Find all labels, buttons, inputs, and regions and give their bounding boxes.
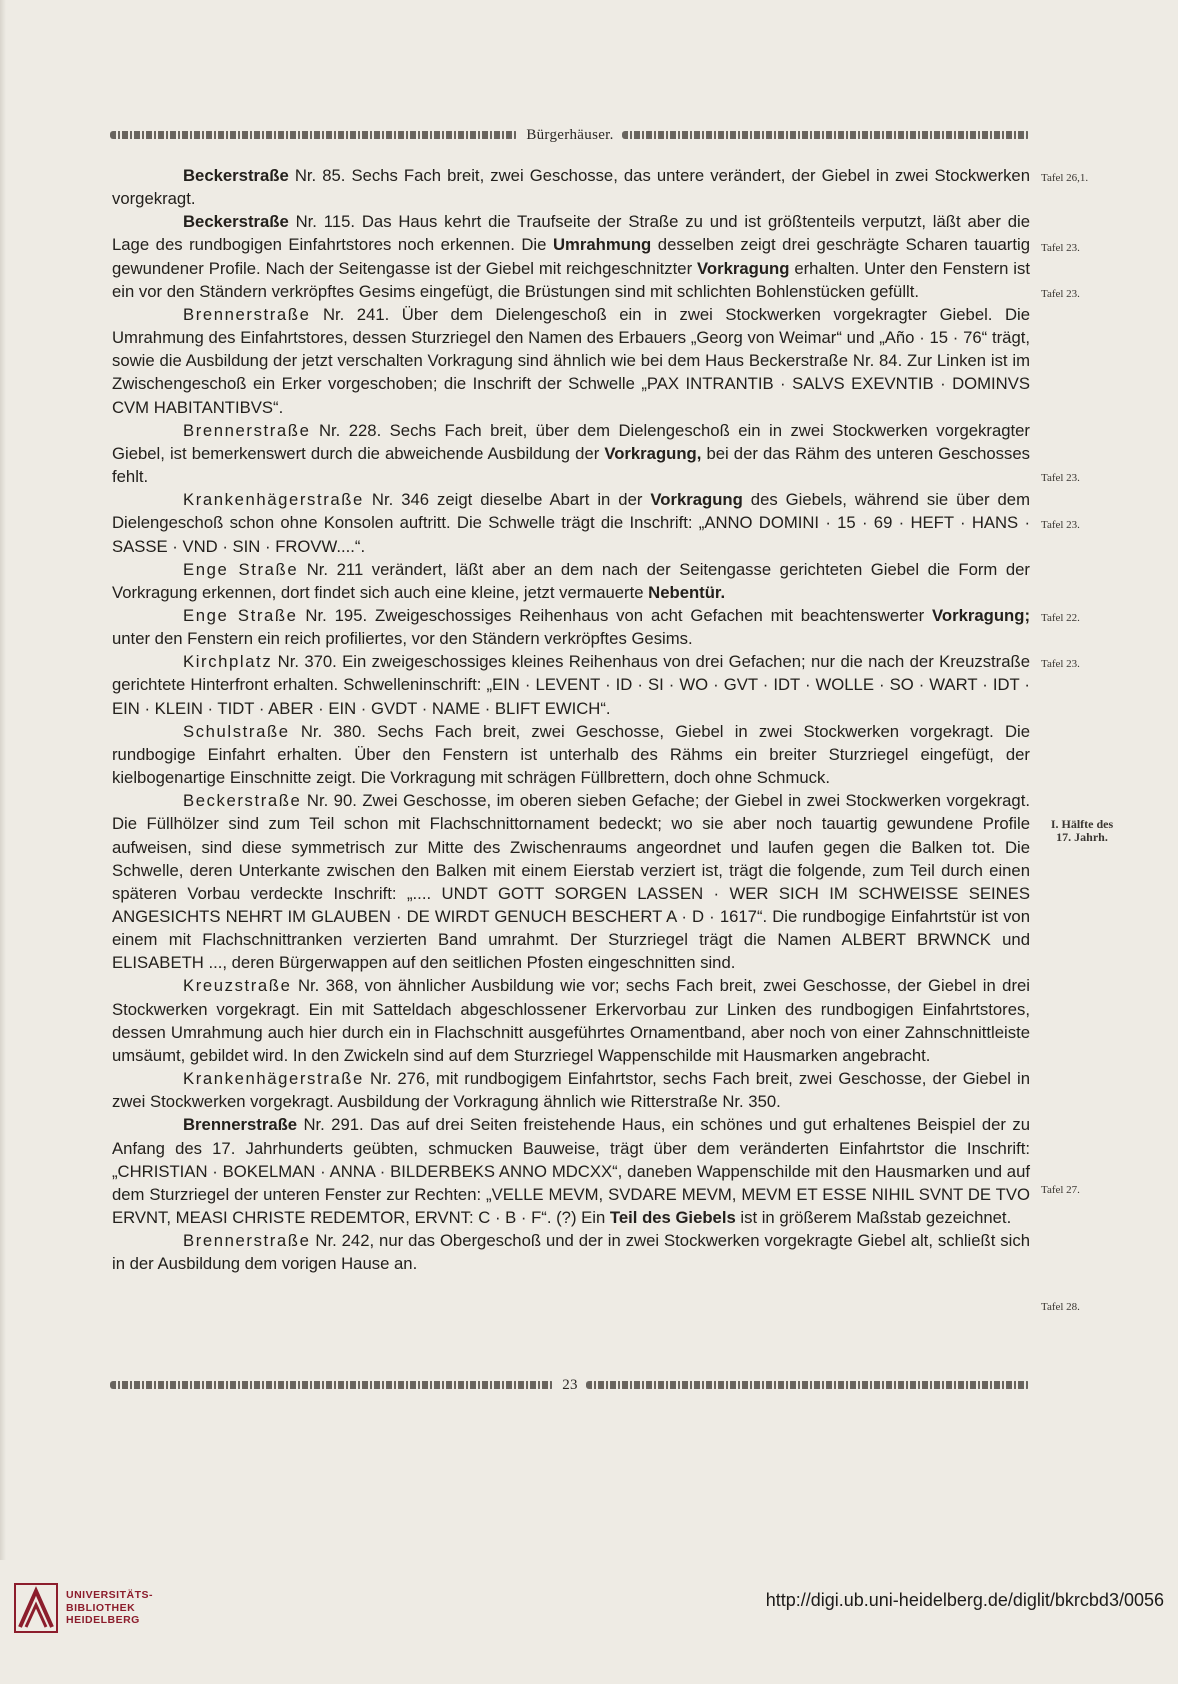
page-header	[110, 126, 1030, 144]
paragraph-text: Nr. 115. Das Haus kehrt die Traufseite der Straße zu und ist größtenteils verputzt, läßt aber die Lage des rundbogigen Einfahrtstores noch erkennen. Die	[112, 212, 1030, 255]
street-name: Enge Straße	[183, 605, 298, 625]
paragraph	[112, 789, 1030, 974]
paragraph-text: unter den Fenstern ein reich profiliertes, vor den Ständern verkröpftes Gesims.	[112, 629, 693, 649]
page-number: 23	[562, 1376, 578, 1393]
paragraph-text: Nr. 368, von ähnlicher Ausbildung wie vor; sechs Fach breit, zwei Geschosse, der Giebel in drei Stockwerken vorgekragt. Ein mit Satteldach abgeschlossener Erkervorbau zur Linken des rundbogigen Einfahrtstores, dessen Umrahmung auch hier durch ein in Flachschnitt ausgeführtes Ornamentband, aber noch von einer Zahnschnittleiste umsäumt, gebildet wird. In den Zwickeln sind auf dem Sturzriegel Wappenschilde mit Hausmarken angebracht.	[112, 976, 1030, 1065]
paragraph	[112, 488, 1030, 557]
header-ornament-left	[110, 131, 518, 139]
street-name: Brennerstraße	[183, 1115, 298, 1135]
emphasis: Vorkragung	[697, 258, 790, 278]
paragraph-text: ist in größerem Maßstab gezeichnet.	[735, 1208, 1012, 1228]
emphasis: Vorkragung;	[932, 605, 1030, 625]
paragraph	[112, 1113, 1030, 1229]
paragraph-text: Nr. 195. Zweigeschossiges Reihenhaus von acht Gefachen mit beachtenswerter	[297, 605, 933, 625]
paragraph-text: Nr. 370. Ein zweigeschossiges kleines Reihenhaus von drei Gefachen; nur die nach der Kreuzstraße gerichtete Hinterfront erhalten. Schwelleninschrift: „EIN · LEVENT · ID · SI · WO · GVT · IDT · WOLLE · SO · WART · IDT · EIN · KLEIN · TIDT · ABER · EIN · GVDT · NAME · BLIFT EWICH“.	[112, 652, 1030, 718]
street-name: Kreuzstraße	[183, 976, 292, 996]
margin-note: Tafel 26,1.	[1041, 172, 1089, 184]
paragraph	[112, 650, 1030, 719]
street-name: Beckerstraße	[183, 791, 302, 811]
header-ornament-right	[622, 131, 1030, 139]
street-name: Krankenhägerstraße	[183, 1069, 364, 1089]
street-name: Schulstraße	[183, 721, 290, 741]
paragraph-text: des Giebels, während sie über dem Dielengeschoß schon ohne Konsolen auftritt. Die Schwelle trägt die Inschrift: „ANNO DOMINI · 15 · 69 · HEFT · HANS · SASSE · VND · SIN · FROVW....“.	[112, 490, 1030, 556]
street-name: Beckerstraße	[183, 212, 289, 232]
page-footer	[110, 1376, 1030, 1394]
footer-ornament-left	[110, 1381, 554, 1389]
library-name-line: BIBLIOTHEK	[66, 1601, 136, 1614]
library-name-line: UNIVERSITÄTS-	[66, 1589, 154, 1602]
paragraph-text: Nr. 241. Über dem Dielengeschoß ein in zwei Stockwerken vorgekragter Giebel. Die Umrahmung des Einfahrtstores, dessen Sturzriegel den Namen des Erbauers „Georg von Weimar“ und „Año · 15 · 76“ trägt, sowie die Ausbildung der jetzt verschalten Vorkragung sind ähnlich wie bei dem Haus Beckerstraße Nr. 84. Zur Linken ist im Zwischengeschoß ein Erker vorgeschoben; die Inschrift der Schwelle „PAX INTRANTIB · SALVS EXEVNTIB · DOMINVS CVM HABITANTIBVS“.	[112, 304, 1030, 417]
street-name: Beckerstraße	[183, 166, 289, 185]
emphasis: Vorkragung	[650, 490, 743, 510]
paragraph-text: bei der das Rähm des unteren Geschosses fehlt.	[112, 443, 1030, 487]
margin-note: Tafel 23.	[1041, 658, 1080, 670]
paragraph-text: Nr. 85. Sechs Fach breit, zwei Geschosse, das untere verändert, der Giebel in zwei Stockwerken vorgekragt.	[112, 166, 1030, 209]
paragraph-text: Nr. 346 zeigt dieselbe Abart in der	[363, 490, 651, 510]
paragraph-text: Nr. 90. Zwei Geschosse, im oberen sieben Gefache; der Giebel in zwei Stockwerken vorgekragt. Die Füllhölzer sind zum Teil schon mit Flachschnittornament bedeckt; wo sie aber noch tauartig gewundene Profile aufweisen, sind diese symmetrisch zur Mitte des Zwischenraums angeordnet und laufen gegen die Balken tot. Die Schwelle, deren Unterkante zwischen den Balken mit einem Eierstab verziert ist, trägt die folgende, zum Teil durch einen späteren Vorbau verdeckte Inschrift: „.... UNDT GOTT SORGEN LASSEN · WER SICH IM SCHWEISSE SEINES ANGESICHTS NEHRT IM GLAUBEN · DE WIRDT GENUCH BESCHERT A · D · 1617“. Die rundbogige Einfahrtstür ist von einem mit Flachschnittranken verzierten Band umrahmt. Der Sturzriegel trägt die Namen ALBERT BRWNCK und ELISABETH ..., deren Bürgerwappen auf den seitlichen Pfosten eingeschnitten sind.	[112, 791, 1030, 973]
paragraph-text: Nr. 276, mit rundbogigem Einfahrtstor, sechs Fach breit, zwei Geschosse, der Giebel in zwei Stockwerken vorgekragt. Ausbildung der Vorkragung ähnlich wie Ritterstraße Nr. 350.	[112, 1069, 1030, 1112]
running-title: Bürgerhäuser.	[526, 126, 614, 143]
paragraph-text: Nr. 380. Sechs Fach breit, zwei Geschosse, Giebel in zwei Stockwerken vorgekragt. Die rundbogige Einfahrt erhalten. Über den Fenstern ist unterhalb des Rähms ein breiter Sturzriegel eingefügt, der kielbogenartige Einschnitte zeigt. Die Vorkragung mit schrägen Füllbrettern, doch ohne Schmuck.	[112, 721, 1030, 788]
library-logo[interactable]	[14, 1583, 153, 1633]
library-name-line: HEIDELBERG	[66, 1614, 140, 1627]
emphasis: Nebentür.	[648, 582, 726, 602]
margin-note: Tafel 27.	[1041, 1184, 1080, 1196]
source-url[interactable]: http://digi.ub.uni-heidelberg.de/diglit/bkrcbd3/0056	[765, 1590, 1164, 1610]
street-name: Kirchplatz	[183, 652, 273, 672]
paragraph	[112, 164, 1030, 210]
margin-note: Tafel 23.	[1041, 519, 1080, 531]
paragraph	[112, 720, 1030, 789]
street-name: Enge Straße	[183, 559, 299, 579]
margin-note: Tafel 22.	[1041, 612, 1080, 624]
library-name	[66, 1589, 153, 1627]
margin-note: Tafel 23.	[1041, 472, 1080, 484]
footer-ornament-right	[586, 1381, 1030, 1389]
paragraph-text: Nr. 291. Das auf drei Seiten freistehende Haus, ein schönes und gut erhaltenes Beispiel der zu Anfang des 17. Jahrhunderts geübten, schmucken Bauweise, trägt über dem veränderten Einfahrtstor die Inschrift: „CHRISTIAN · BOKELMAN · ANNA · BILDERBEKS ANNO MDCXX“, daneben Wappenschilde mit den Hausmarken und auf dem Sturzriegel der unteren Fenster zur Rechten: „VELLE MEVM, SVDARE MEVM, MEVM ET ESSE NIHIL SVNT DE TVO ERVNT, MEASI CHRISTE REDEMTOR, ERVNT: C · B · F“. (?) Ein	[112, 1115, 1030, 1228]
street-name: Brennerstraße	[183, 1231, 311, 1251]
scan-edge	[0, 0, 6, 1560]
body-text	[112, 164, 1030, 1276]
paragraph	[112, 558, 1030, 604]
street-name: Brennerstraße	[183, 420, 311, 440]
library-logo-icon	[14, 1583, 58, 1633]
paragraph-text: desselben zeigt drei geschrägte Scharen tauartig gewundener Profile. Nach der Seitengasse ist der Giebel mit reichgeschnitzter	[112, 235, 1030, 278]
emphasis: Teil des Giebels	[609, 1208, 736, 1228]
street-name: Krankenhägerstraße	[183, 490, 364, 510]
paragraph-text: Nr. 211 verändert, läßt aber an dem nach der Seitengasse gerichteten Giebel die Form der Vorkragung erkennen, dort findet sich auch eine kleine, jetzt vermauerte	[112, 559, 1030, 602]
paragraph	[112, 303, 1030, 419]
margin-note: Tafel 23.	[1041, 288, 1080, 300]
paragraph	[112, 419, 1030, 488]
paragraph-text: erhalten. Unter den Fenstern ist ein vor den Ständern verkröpftes Gesims eingefügt, die Brüstungen sind mit schlichten Bohlenstücken gefüllt.	[112, 258, 1030, 301]
paragraph-text: Nr. 228. Sechs Fach breit, über dem Dielengeschoß ein in zwei Stockwerken vorgekragter Giebel, ist bemerkenswert durch die abweichende Ausbildung der	[112, 420, 1030, 463]
paragraph	[112, 974, 1030, 1067]
paragraph	[112, 1067, 1030, 1113]
margin-note: Tafel 28.	[1041, 1301, 1080, 1313]
margin-note: Tafel 23.	[1041, 242, 1080, 254]
paragraph-text: Nr. 242, nur das Obergeschoß und der in zwei Stockwerken vorgekragte Giebel alt, schließt sich in der Ausbildung dem vorigen Hause an.	[112, 1231, 1030, 1274]
paragraph	[112, 210, 1030, 303]
emphasis: Vorkragung,	[604, 443, 702, 463]
street-name: Brennerstraße	[183, 304, 311, 324]
paragraph	[112, 604, 1030, 650]
paragraph	[112, 1229, 1030, 1275]
emphasis: Umrahmung	[552, 235, 652, 255]
margin-note: I. Hälfte des 17. Jahrh.	[1050, 817, 1114, 844]
